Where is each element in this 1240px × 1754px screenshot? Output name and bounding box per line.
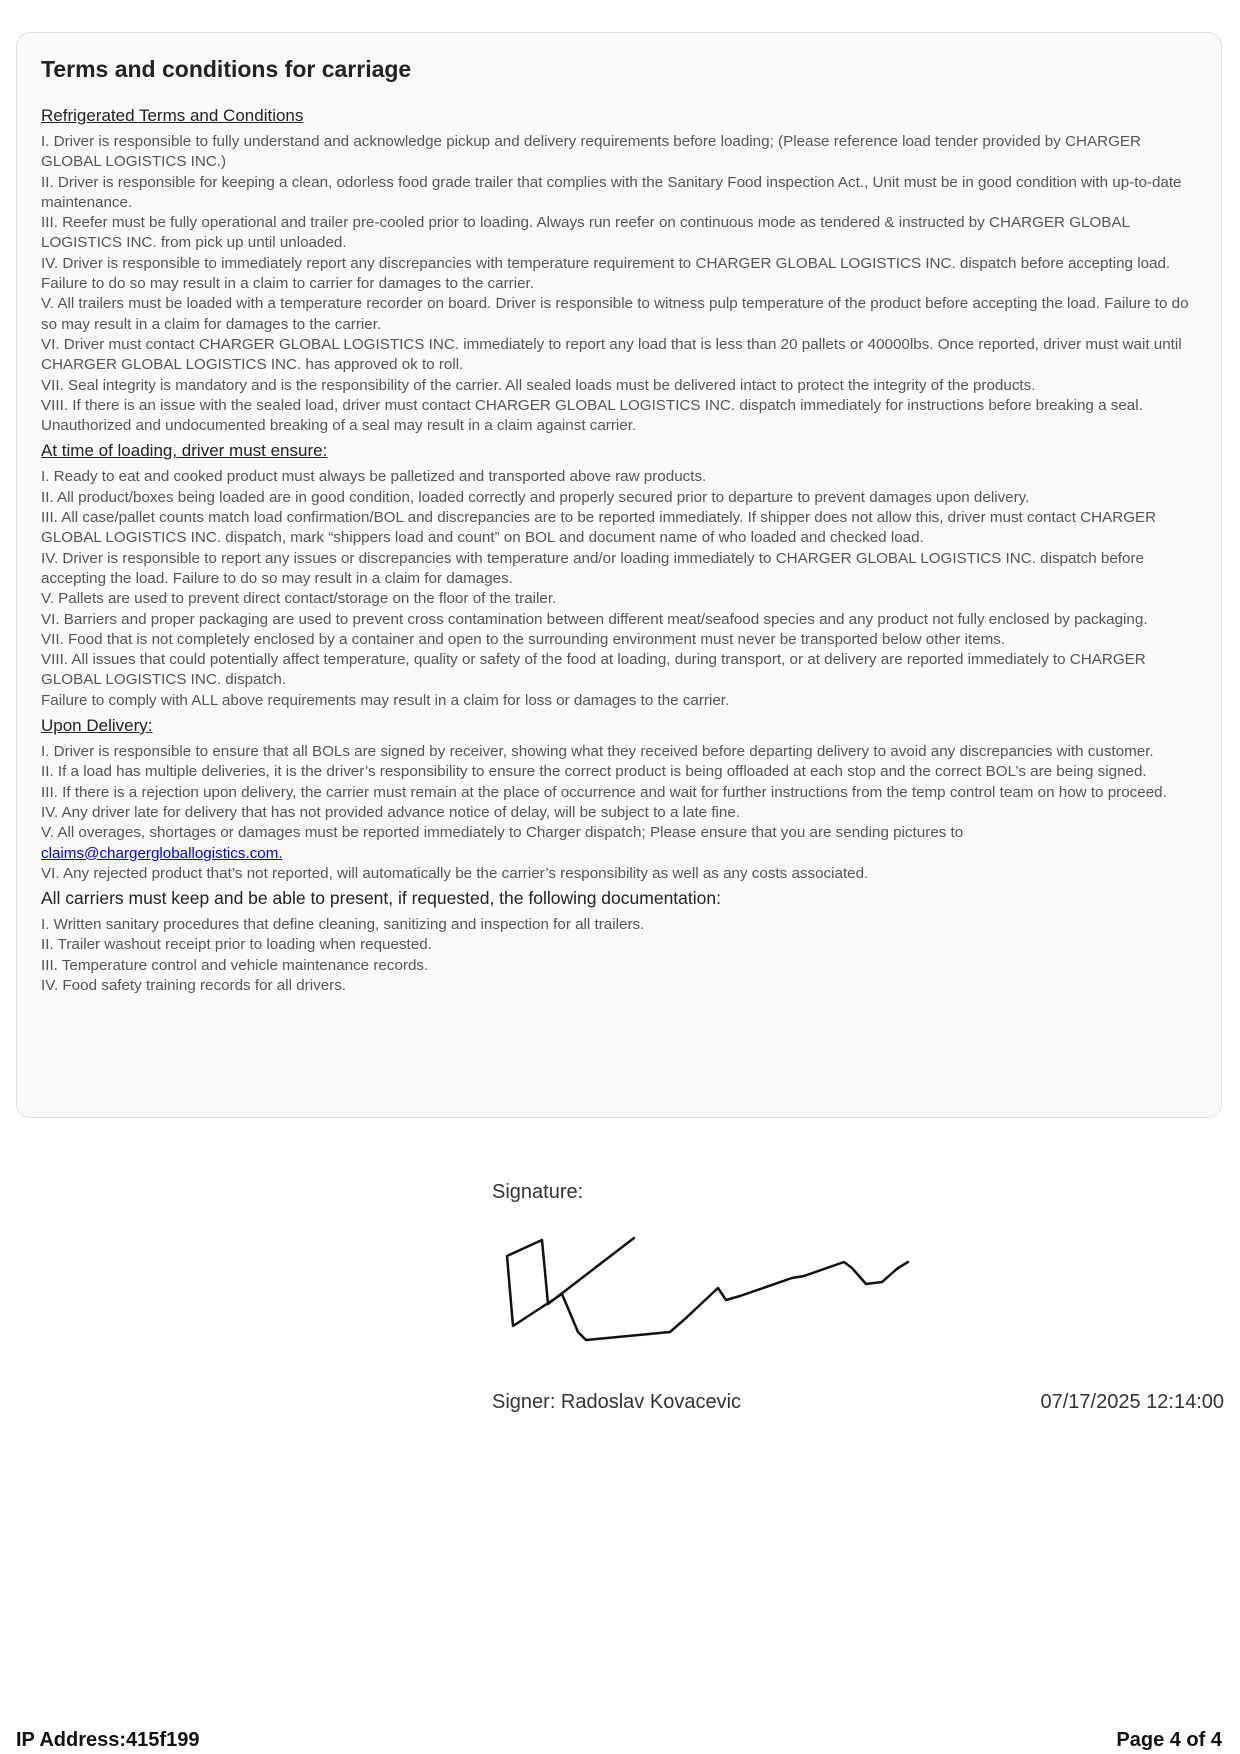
refrigerated-clause-list xyxy=(41,132,1197,436)
clause: II. All product/boxes being loaded are in good condition, loaded correctly and properly secured prior to departure to prevent damages upon delivery. xyxy=(41,488,1030,506)
clause: VIII. All issues that could potentially affect temperature, quality or safety of the food at loading, during transport, or at delivery are reported immediately to CHARGER GLOBAL LOGISTICS INC. dispatch. xyxy=(41,651,1146,689)
section-heading-documentation: All carriers must keep and be able to present, if requested, the following documentation: xyxy=(41,888,721,909)
delivery-clause-list xyxy=(41,742,1197,884)
clause: I. Driver is responsible to fully understand and acknowledge pickup and delivery requirements before loading; (Please reference load tender provided by CHARGER GLOBAL LOGISTICS INC.) xyxy=(41,133,1142,171)
clause: IV. Driver is responsible to report any issues or discrepancies with temperature and/or loading immediately to CHARGER GLOBAL LOGISTICS INC. dispatch before accepting the load. Failure to do so may result in a claim for damages. xyxy=(41,549,1144,587)
clause: I. Ready to eat and cooked product must always be palletized and transported above raw products. xyxy=(41,468,707,486)
documentation-clause-list xyxy=(41,915,1197,996)
clause: VII. Seal integrity is mandatory and is the responsibility of the carrier. All sealed loads must be delivered intact to protect the integrity of the products. xyxy=(41,376,1036,394)
signature-stroke xyxy=(507,1238,908,1340)
clause: V. Pallets are used to prevent direct contact/storage on the floor of the trailer. xyxy=(41,590,557,608)
clause: Failure to comply with ALL above requirements may result in a claim for loss or damages to the carrier. xyxy=(41,691,730,709)
signature-date: 07/17/2025 12:14:00 xyxy=(1040,1391,1224,1413)
clause-text: V. All overages, shortages or damages must be reported immediately to Charger dispatch; Please ensure that you are sending pictures to xyxy=(41,824,964,842)
clause: I. Driver is responsible to ensure that all BOLs are signed by receiver, showing what they received before departing delivery to avoid any discrepancies with customer. xyxy=(41,743,1154,761)
footer-page-number: Page 4 of 4 xyxy=(1116,1729,1222,1751)
loading-clause-list xyxy=(41,467,1197,711)
signature-label: Signature: xyxy=(492,1181,584,1203)
clause: IV. Food safety training records for all drivers. xyxy=(41,976,347,994)
section-heading-loading: At time of loading, driver must ensure: xyxy=(41,441,328,461)
footer-ip-address: IP Address:415f199 xyxy=(16,1729,200,1751)
clause: VI. Driver must contact CHARGER GLOBAL LOGISTICS INC. immediately to report any load that is less than 20 pallets or 40000lbs. Once reported, driver must wait until CHARGER GLOBAL LOGISTICS INC. has approved ok to roll. xyxy=(41,335,1182,374)
section-heading-delivery: Upon Delivery: xyxy=(41,716,153,736)
section-heading-refrigerated: Refrigerated Terms and Conditions xyxy=(41,106,304,125)
clause: II. Trailer washout receipt prior to loading when requested. xyxy=(41,936,432,954)
clause-with-email xyxy=(41,823,1197,864)
clause: II. Driver is responsible for keeping a clean, odorless food grade trailer that complies with the Sanitary Food inspection Act., Unit must be in good condition with up-to-date maintenance. xyxy=(41,173,1182,211)
handwritten-signature xyxy=(492,1232,942,1352)
clause: III. All case/pallet counts match load confirmation/BOL and discrepancies are to be reported immediately. If shipper does not allow this, driver must contact CHARGER GLOBAL LOGISTICS INC. dispatch, mark “shippers load and count” on BOL and document name of who loaded and checked load. xyxy=(41,509,1157,547)
clause: VII. Food that is not completely enclosed by a container and open to the surrounding environment must never be transported below other items. xyxy=(41,630,1006,648)
clause: II. If a load has multiple deliveries, it is the driver’s responsibility to ensure the correct product is being offloaded at each stop and the correct BOL’s are being signed. xyxy=(41,763,1147,781)
clause: III. Reefer must be fully operational and trailer pre-cooled prior to loading. Always run reefer on continuous mode as tendered & instructed by CHARGER GLOBAL LOGISTICS INC. from pick up until unloaded. xyxy=(41,214,1130,252)
signature-area xyxy=(492,1180,1224,1420)
terms-card xyxy=(16,32,1222,1118)
clause: I. Written sanitary procedures that define cleaning, sanitizing and inspection for all trailers. xyxy=(41,916,645,934)
signer-name: Signer: Radoslav Kovacevic xyxy=(492,1391,742,1413)
clause: VI. Any rejected product that’s not reported, will automatically be the carrier’s responsibility as well as any costs associated. xyxy=(41,864,869,882)
clause: IV. Any driver late for delivery that has not provided advance notice of delay, will be subject to a late fine. xyxy=(41,803,741,821)
clause: IV. Driver is responsible to immediately report any discrepancies with temperature requirement to CHARGER GLOBAL LOGISTICS INC. dispatch before accepting load. Failure to do so may result in a claim to carrier for damages to the carrier. xyxy=(41,254,1171,293)
clause: III. If there is a rejection upon delivery, the carrier must remain at the place of occurrence and wait for further instructions from the temp control team on how to proceed. xyxy=(41,783,1167,801)
clause: VIII. If there is an issue with the sealed load, driver must contact CHARGER GLOBAL LOGISTICS INC. dispatch immediately for instructions before breaking a seal. Unauthorized and undocumented breaking of a seal may result in a claim against carrier. xyxy=(41,396,1143,435)
clause: V. All trailers must be loaded with a temperature recorder on board. Driver is responsible to witness pulp temperature of the product before accepting the load. Failure to do so may result in a claim for damages to the carrier. xyxy=(41,295,1189,333)
terms-title: Terms and conditions for carriage xyxy=(41,56,412,82)
clause: III. Temperature control and vehicle maintenance records. xyxy=(41,956,429,974)
clause: VI. Barriers and proper packaging are used to prevent cross contamination between different meat/seafood species and any product not fully enclosed by packaging. xyxy=(41,610,1148,628)
claims-email-link[interactable]: claims@chargergloballogistics.com. xyxy=(41,844,283,862)
